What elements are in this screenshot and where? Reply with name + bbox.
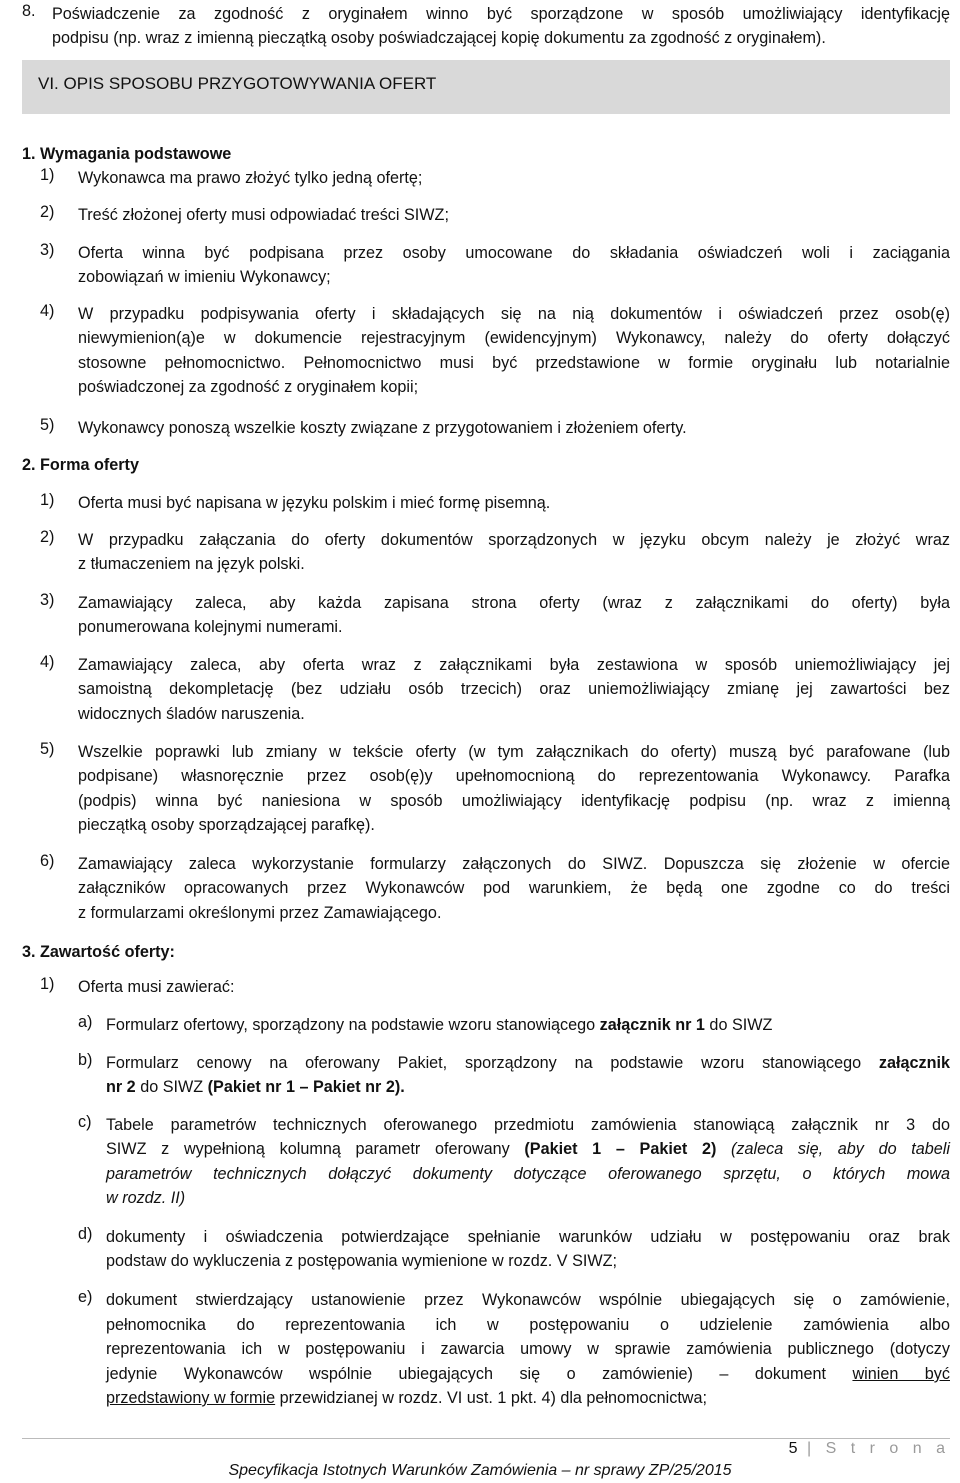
item-number: 3): [40, 591, 55, 609]
list-item-line: stosowne pełnomocnictwo. Pełnomocnictwo musi być przedstawione w formie oryginału lub notarialnie: [78, 354, 950, 372]
list-item-line: Zamawiający zaleca, aby oferta wraz z załącznikami była zestawiona w sposób uniemożliwiający jej: [78, 656, 950, 674]
list-item-line: [106, 1362, 950, 1387]
item-number: 2): [40, 528, 55, 546]
list-item-line: [106, 1075, 950, 1100]
footer-text: Specyfikacja Istotnych Warunków Zamówienia – nr sprawy ZP/25/2015: [228, 1462, 732, 1479]
list-item-line: [106, 1386, 950, 1411]
list-item-line: W przypadku załączania do oferty dokumentów sporządzonych w języku obcym należy je złożyć wraz: [78, 531, 950, 549]
attachment-ref: nr 2: [106, 1078, 136, 1096]
list-item-line: [106, 1137, 950, 1162]
list-item-line: dokument stwierdzający ustanowienie przez Wykonawców wspólnie ubiegających się o zamówienie,: [106, 1291, 950, 1309]
list-item-line: załączników opracowanych przez Wykonawców pod warunkiem, że będą one zgodne co do treści: [78, 879, 950, 897]
attachment-ref: załącznik nr 1: [599, 1016, 705, 1034]
list-item-line: pełnomocnika do reprezentowania ich w postępowaniu o udzielenie zamówienia albo: [106, 1316, 950, 1334]
subsection-heading-3: 3. Zawartość oferty:: [22, 943, 175, 961]
underlined-text: winien być: [852, 1365, 950, 1383]
item-number: 1): [40, 975, 55, 993]
page-number-separator: |: [797, 1440, 826, 1457]
item-number: 4): [40, 653, 55, 671]
text-run: jedynie Wykonawców wspólnie ubiegających się o zamówienie) – dokument: [106, 1365, 853, 1383]
list-item-line: podpisane) własnoręcznie przez osob(ę)y upełnomocnioną do reprezentowania Wykonawcy. Parafka: [78, 767, 950, 785]
list-item: Treść złożonej oferty musi odpowiadać treści SIWZ;: [78, 206, 449, 224]
list-item-line: ponumerowana kolejnymi numerami.: [78, 618, 343, 636]
page-number: [789, 1440, 950, 1458]
point-8-line-1: Poświadczenie za zgodność z oryginałem winno być sporządzone w sposób umożliwiający identyfikację: [52, 5, 950, 23]
text-run: do SIWZ: [704, 1016, 773, 1034]
item-number: 5): [40, 416, 55, 434]
item-number: 6): [40, 852, 55, 870]
list-item: Wykonawca ma prawo złożyć tylko jedną ofertę;: [78, 169, 423, 187]
page-label: S t r o n a: [825, 1440, 950, 1457]
list-item-line: parametrów technicznych dołączyć dokumenty dotyczące oferowanego sprzętu, o których mowa: [106, 1165, 950, 1183]
list-item-line: z tłumaczeniem na język polski.: [78, 555, 305, 573]
text-run: Formularz ofertowy, sporządzony na podstawie wzoru stanowiącego: [106, 1016, 600, 1034]
list-item-line: (podpis) winna być naniesiona w sposób umożliwiający identyfikację podpisu (np. wraz z imienną: [78, 792, 950, 810]
point-8-line-2: podpisu (np. wraz z imienną pieczątką osoby poświadczającej kopię dokumentu za zgodność z oryginałem).: [52, 29, 826, 47]
list-item-line: Oferta winna być podpisana przez osoby umocowane do składania oświadczeń woli i zaciągania: [78, 244, 950, 262]
list-item: Wykonawcy ponoszą wszelkie koszty związane z przygotowaniem i złożeniem oferty.: [78, 419, 687, 437]
list-item-line: poświadczonej za zgodność z oryginałem kopii;: [78, 378, 419, 396]
note-text: (zaleca się, aby do tabeli: [716, 1140, 950, 1158]
section-title: VI. OPIS SPOSOBU PRZYGOTOWYWANIA OFERT: [38, 74, 437, 93]
item-number: 1): [40, 491, 55, 509]
list-item-line: [106, 1051, 950, 1076]
text-run: do SIWZ: [135, 1078, 208, 1096]
item-letter: a): [78, 1013, 93, 1031]
item-number: 3): [40, 241, 55, 259]
list-item-line: podstaw do wykluczenia z postępowania wymienione w rozdz. V SIWZ;: [106, 1252, 618, 1270]
item-letter: d): [78, 1225, 93, 1243]
list-item-line: pieczątką osoby sporządzającej parafkę).: [78, 816, 375, 834]
item-letter: b): [78, 1051, 93, 1069]
list-item-line: reprezentowania ich w postępowaniu i zawarcia umowy w sprawie zamówienia publicznego (dotyczy: [106, 1340, 950, 1358]
item-letter: c): [78, 1113, 92, 1131]
item-number: 4): [40, 302, 55, 320]
package-ref: (Pakiet nr 1 – Pakiet nr 2).: [207, 1078, 405, 1096]
list-item-line: samoistną dekompletację (bez udziału osób trzecich) oraz uniemożliwiający zmianę jej zawartości bez: [78, 680, 950, 698]
text-run: Formularz cenowy na oferowany Pakiet, sporządzony na podstawie wzoru stanowiącego: [106, 1054, 879, 1072]
list-item-line: dokumenty i oświadczenia potwierdzające spełnianie warunków udziału w postępowaniu oraz brak: [106, 1228, 950, 1246]
text-run: SIWZ z wypełnioną kolumną parametr oferowany: [106, 1140, 525, 1158]
item-letter: e): [78, 1288, 93, 1306]
item-number: 8.: [22, 2, 36, 20]
list-item-line: W przypadku podpisywania oferty i składających się na nią dokumentów i oświadczeń przez osob(ę): [78, 305, 950, 323]
list-item-line: zobowiązań w imieniu Wykonawcy;: [78, 268, 331, 286]
list-item-line: widocznych śladów naruszenia.: [78, 705, 305, 723]
list-item: Oferta musi być napisana w języku polskim i mieć formę pisemną.: [78, 494, 551, 512]
item-number: 5): [40, 740, 55, 758]
subsection-heading-2: 2. Forma oferty: [22, 456, 139, 474]
underlined-text: przedstawiony w formie: [106, 1389, 276, 1407]
footer-divider: [22, 1438, 950, 1439]
package-ref: (Pakiet 1 – Pakiet 2): [524, 1140, 717, 1158]
subsection-heading-1: 1. Wymagania podstawowe: [22, 145, 232, 163]
list-item-line: z formularzami określonymi przez Zamawiającego.: [78, 904, 442, 922]
list-item-line: niewymienion(ą)e w dokumencie rejestracyjnym (ewidencyjnym) Wykonawcy, należy do oferty dołączyć: [78, 329, 950, 347]
item-number: 2): [40, 203, 55, 221]
list-item-line: Wszelkie poprawki lub zmiany w tekście oferty (w tym załącznikach do oferty) muszą być parafowane (lub: [78, 743, 950, 761]
item-number: 1): [40, 166, 55, 184]
list-item-line: Zamawiający zaleca, aby każda zapisana strona oferty (wraz z załącznikami do oferty) była: [78, 594, 950, 612]
list-item-line: Tabele parametrów technicznych oferowanego przedmiotu zamówienia stanowiącą załącznik nr 3 do: [106, 1116, 950, 1134]
list-item-line: w rozdz. II): [106, 1189, 186, 1207]
text-run: przewidzianej w rozdz. VI ust. 1 pkt. 4) dla pełnomocnictwa;: [275, 1389, 708, 1407]
list-item-a: [106, 1013, 950, 1038]
list-item-line: Zamawiający zaleca wykorzystanie formularzy załączonych do SIWZ. Dopuszcza się złożenie w ofercie: [78, 855, 950, 873]
page-number-value: 5: [788, 1440, 798, 1457]
list-item: Oferta musi zawierać:: [78, 978, 235, 996]
attachment-ref: załącznik: [878, 1054, 950, 1072]
